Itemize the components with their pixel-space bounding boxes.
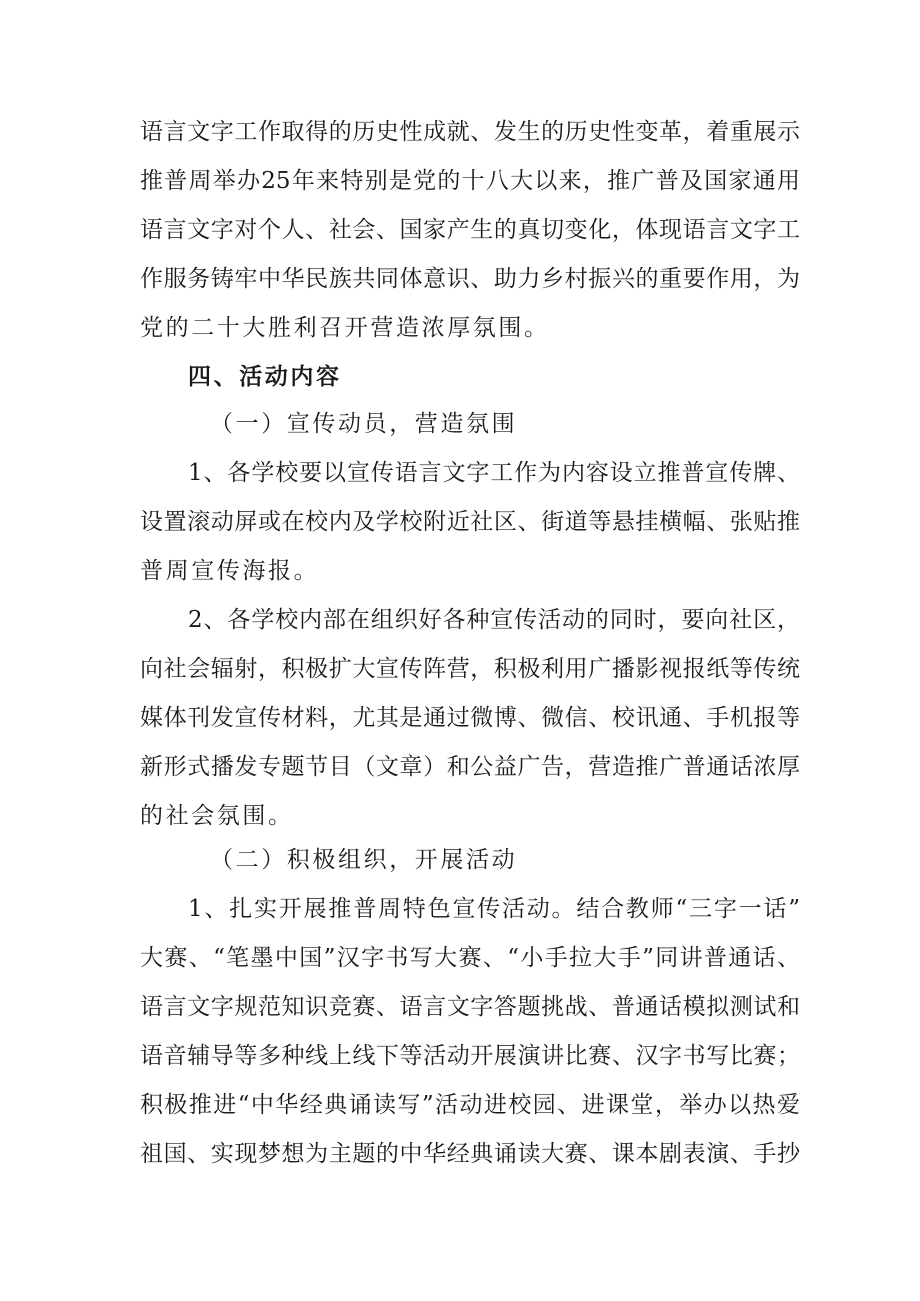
paragraph-line: 新形式播发专题节目（文章）和公益广告，营造推广普通话浓厚 [140,754,800,780]
section-heading: 四、活动内容 [188,364,342,390]
paragraph-line: 语音辅导等多种线上线下等活动开展演讲比赛、汉字书写比赛； [140,1043,800,1069]
paragraph-line: 语言文字规范知识竞赛、语言文字答题挑战、普通话模拟测试和 [140,994,800,1020]
paragraph-line: 普周宣传海报。 [140,558,320,584]
paragraph-line: 党的二十大胜利召开营造浓厚氛围。 [140,315,550,341]
paragraph-line: 积极推进“中华经典诵读写”活动进校园、进课堂，举办以热爱 [140,1092,800,1118]
paragraph-line: 1、扎实开展推普周特色宣传活动。结合教师“三字一话” [188,896,800,922]
paragraph-line: 大赛、“笔墨中国”汉字书写大赛、“小手拉大手”同讲普通话、 [140,945,800,971]
subsection-heading: （二）积极组织，开展活动 [210,847,518,873]
paragraph-line: 向社会辐射，积极扩大宣传阵营，积极利用广播影视报纸等传统 [140,656,800,682]
paragraph-line: 1、各学校要以宣传语言文字工作为内容设立推普宣传牌、 [188,460,800,486]
subsection-heading: （一）宣传动员，营造氛围 [210,411,518,437]
paragraph-line: 祖国、实现梦想为主题的中华经典诵读大赛、课本剧表演、手抄 [140,1141,800,1167]
paragraph-line: 作服务铸牢中华民族共同体意识、助力乡村振兴的重要作用，为 [140,266,800,292]
paragraph-line: 推普周举办25年来特别是党的十八大以来，推广普及国家通用 [140,168,800,194]
paragraph-line: 语言文字工作取得的历史性成就、发生的历史性变革，着重展示 [140,119,800,145]
paragraph-line: 设置滚动屏或在校内及学校附近社区、街道等悬挂横幅、张贴推 [140,509,800,535]
paragraph-line: 语言文字对个人、社会、国家产生的真切变化，体现语言文字工 [140,217,800,243]
paragraph-line: 2、各学校内部在组织好各种宣传活动的同时，要向社区， [188,607,800,633]
paragraph-line: 媒体刊发宣传材料，尤其是通过微博、微信、校讯通、手机报等 [140,705,800,731]
paragraph-line: 的社会氛围。 [140,803,294,829]
